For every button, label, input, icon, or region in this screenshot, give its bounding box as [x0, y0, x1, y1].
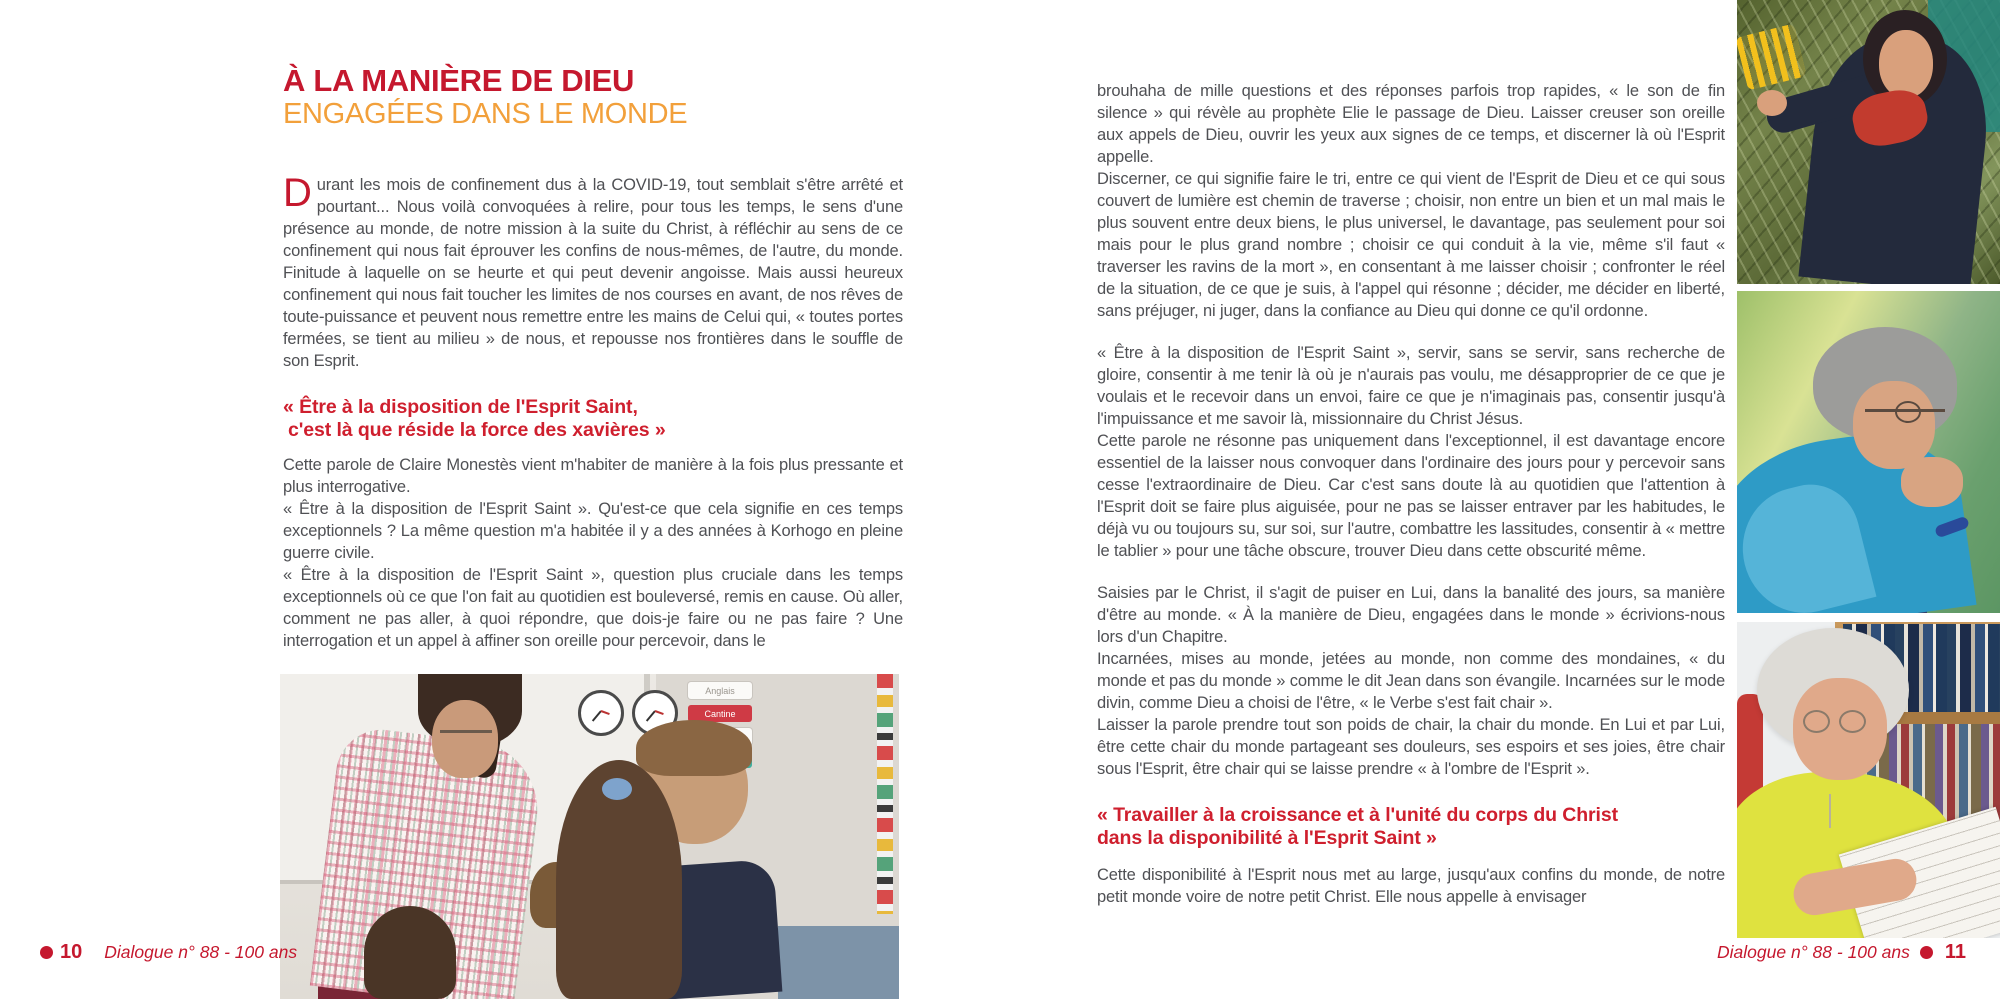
- photo-olive-picking: [1737, 0, 2000, 284]
- footer-bullet-icon: [1920, 946, 1933, 959]
- glasses-lens: [1895, 401, 1921, 423]
- body-paragraph: Saisies par le Christ, il s'agit de puiser en Lui, dans la banalité des jours, sa manière d'être au monde. « À la manière de Dieu, engagées dans le monde » écrivions-nous lors d'un Chapitre.: [1097, 584, 1725, 646]
- footer-bullet-icon: [40, 946, 53, 959]
- body-paragraph: Cette parole ne résonne pas uniquement dans l'exceptionnel, il est davantage encore essentiel de la laisser nous convoquer dans l'ordinaire des jours pour y percevoir sans cesse l'extraordinaire de Dieu. Car c'est sans doute là au quotidien que l'attention à l'Esprit doit se faire plus aiguisée, pour ne pas se laisser entraver par les habitudes, le déjà vu ou toujours su, sur soi, sur l'autre, combattre les lassitudes, consentir à « mettre le tablier » pour une tâche obscure, trouver Dieu dans cette obscurité même.: [1097, 432, 1725, 560]
- glasses-lens: [1839, 710, 1866, 733]
- olive-rake: [1737, 24, 1807, 91]
- boy-hair: [636, 720, 752, 776]
- wall-label: Cantine: [688, 705, 752, 722]
- teacher-glasses: [440, 730, 492, 733]
- journal-title: Dialogue n° 88 - 100 ans: [104, 942, 298, 962]
- subheading-travailler: [1097, 804, 1725, 850]
- blue-scrunchie: [602, 778, 632, 800]
- woman-hand: [1757, 90, 1787, 116]
- subheading-line-1: « Travailler à la croissance et à l'unité du corps du Christ: [1097, 804, 1618, 826]
- body-paragraph: « Être à la disposition de l'Esprit Saint », question plus cruciale dans les temps exceptionnels où ce que l'on fait au quotidien est bouleversé, remis en cause. Où aller, comment ne pas aller, à quoi répondre, que dois-je faire ou ne pas faire ? Une interrogation et un appel à affiner son oreille pour percevoir, dans le: [283, 566, 903, 650]
- page-subtitle: ENGAGÉES DANS LE MONDE: [283, 98, 688, 130]
- right-page-column: [1097, 80, 1725, 908]
- woman-face: [1879, 30, 1933, 98]
- intro-paragraph: [283, 171, 903, 372]
- necklace: [1829, 794, 1831, 828]
- page-title: À LA MANIÈRE DE DIEU: [283, 63, 635, 98]
- page-number: 11: [1944, 941, 1966, 963]
- subheading-xavieres: [283, 396, 903, 442]
- body-paragraph: Cette parole de Claire Monestès vient m'habiter de manière à la fois plus pressante et plus interrogative.: [283, 456, 903, 496]
- clock-icon: [578, 690, 624, 736]
- body-paragraph: « Être à la disposition de l'Esprit Saint », servir, sans se servir, sans recherche de gloire, consentir à me tenir là où je n'aurais pas voulu, me désapproprier de ce que je voulais et le recevoir dans un envoi, faire ce que je n'imaginais pas, consentir jusqu'à l'impuissance et me savoir là, missionnaire du Christ Jésus.: [1097, 344, 1725, 428]
- journal-title: Dialogue n° 88 - 100 ans: [1717, 942, 1910, 962]
- footer-right: [1717, 941, 1966, 964]
- body-paragraph: Incarnées, mises au monde, jetées au monde, non comme des mondaines, « du monde et pas du monde » comme le dit Jean dans son évangile. Incarnées sur le mode divin, comme Dieu a choisi de l'être, « le Verbe s'est fait chair ».: [1097, 650, 1725, 712]
- body-paragraph: brouhaha de mille questions et des réponses parfois trop rapides, « le son de fin silence » qui révèle au prophète Elie le passage de Dieu. Laisser creuser son oreille aux appels de Dieu, ouvrir les yeux aux signes de ce temps, et discerner là où l'Esprit appelle.: [1097, 82, 1725, 166]
- teacher-face: [432, 700, 498, 778]
- wall-chart-strip: [877, 674, 893, 914]
- photo-classroom: [280, 674, 899, 999]
- left-page-column: [283, 64, 903, 652]
- subheading-line-1: « Être à la disposition de l'Esprit Saint,: [283, 396, 638, 418]
- woman-face: [1853, 381, 1935, 469]
- body-paragraph: Laisser la parole prendre tout son poids de chair, la chair du monde. En Lui et par Lui, être cette chair du monde partageant ses douleurs, ses espoirs et ses joies, être chair sous l'Esprit, être chair qui se laisse prendre « à l'ombre de l'Esprit ».: [1097, 716, 1725, 778]
- subheading-line-2: dans la disponibilité à l'Esprit Saint »: [1097, 827, 1437, 849]
- body-paragraph: Discerner, ce qui signifie faire le tri, entre ce qui vient de l'Esprit de Dieu et ce qui sous couvert de lumière est chemin de traverse ; choisir, non entre un bien et un mal mais le plus souvent entre deux biens, le plus universel, le davantage, pas seulement pour soi mais pour le plus grand nombre ; choisir ce qui conduit à la vie, même s'il faut « traverser les ravins de la mort », en consentant à me laisser choisir ; confronter le réel de la situation, de ce que je suis, à l'appel qui résonne ; décider, me décider en liberté, sans préjuger, ni juger, dans la confiance au Dieu qui donne ce qu'il ordonne.: [1097, 170, 1725, 320]
- glasses-lens: [1803, 710, 1830, 733]
- intro-text: urant les mois de confinement dus à la COVID-19, tout semblait s'être arrêté et pourtant... Nous voilà convoquées à relire, pour tous les temps, le sens d'une présence au monde, de notre mission à la suite du Christ, à réfléchir au sens de ce confinement qui nous fait éprouver les confins de nous-mêmes, de l'autre, du monde. Finitude à laquelle on se heurte et qui peut devenir angoisse. Mais aussi heureux confinement qui nous fait toucher les limites de nos courses en avant, de nos rêves de toute-puissance et peuvent nous remettre entre les mains de Celui qui, « toutes portes fermées, se tient au milieu » de nous, et repousse nos frontières dans le souffle de son Esprit.: [283, 176, 903, 370]
- photo-contemplation: [1737, 291, 2000, 613]
- photo-reading: [1737, 622, 2000, 938]
- page-number: 10: [60, 941, 83, 963]
- footer-left: [40, 941, 297, 964]
- body-paragraph: Cette disponibilité à l'Esprit nous met au large, jusqu'aux confins du monde, de notre petit monde voire de notre petit Christ. Elle nous appelle à envisager: [1097, 866, 1725, 906]
- subheading-line-2: c'est là que réside la force des xavières »: [288, 419, 666, 441]
- body-paragraph: « Être à la disposition de l'Esprit Saint ». Qu'est-ce que cela signifie en ces temps exceptionnels ? La même question m'a habitée il y a des années à Korhogo en pleine guerre civile.: [283, 500, 903, 562]
- hand-at-chin: [1901, 457, 1963, 507]
- dropcap-letter: D: [283, 171, 312, 215]
- child-head: [364, 906, 456, 999]
- wall-label: Anglais: [688, 682, 752, 699]
- classroom-table: [778, 926, 899, 999]
